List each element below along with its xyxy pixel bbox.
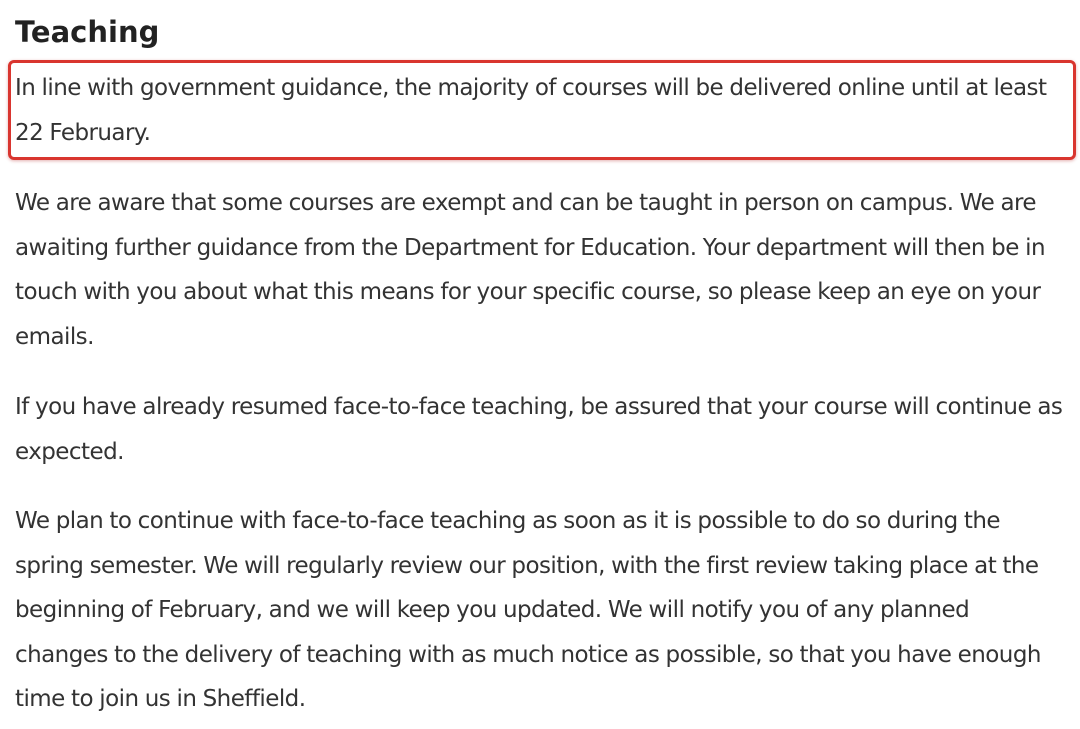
paragraph-exempt-courses: We are aware that some courses are exempt and can be taught in person on campus. We are awaiting further guidance from the Department for Education. Your department will then be in touch with you about what this means for your specific course, so please keep an eye on your emails.: [15, 190, 1045, 350]
paragraph-resumed-teaching: If you have already resumed face-to-face teaching, be assured that your course will continue as expected.: [15, 394, 1063, 465]
section-heading: Teaching: [15, 15, 160, 49]
highlighted-paragraph: In line with government guidance, the majority of courses will be delivered online until at least 22 February.: [15, 75, 1047, 146]
paragraph-future-plans: We plan to continue with face-to-face teaching as soon as it is possible to do so during the spring semester. We will regularly review our position, with the first review taking place at the beginning of February, and we will keep you updated. We will notify you of any planned changes to the delivery of teaching with as much notice as possible, so that you have enough time to join us in Sheffield.: [15, 508, 1041, 713]
